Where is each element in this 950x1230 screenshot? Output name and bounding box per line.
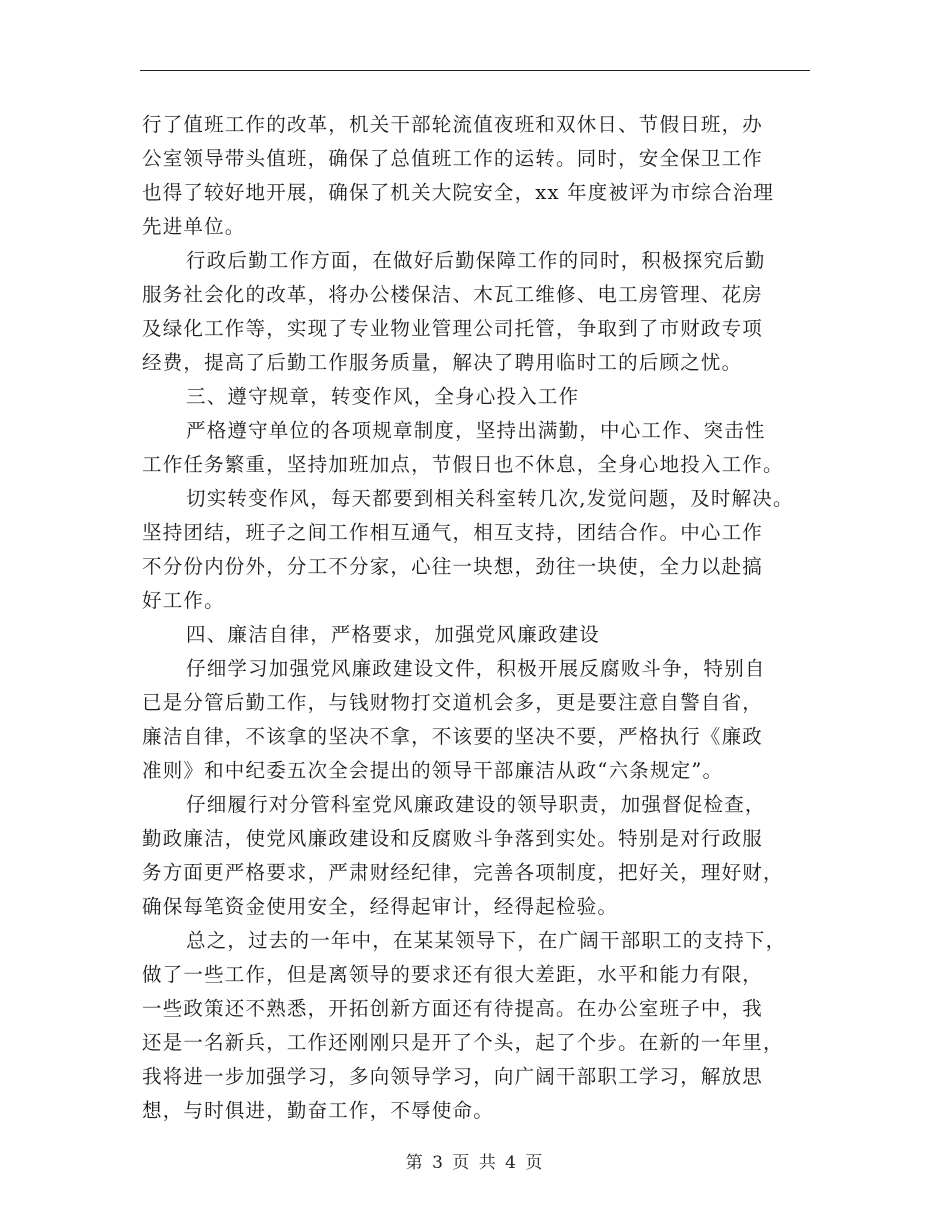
text-line: 及绿化工作等，实现了专业物业管理公司托管，争取到了市财政专项 [142, 317, 764, 340]
header-rule [140, 70, 810, 71]
text-line: 想，与时俱进，勤奋工作，不辱使命。 [142, 1099, 494, 1122]
footer-suffix: 页 [525, 1153, 545, 1173]
footer-middle: 页 共 [452, 1153, 498, 1173]
text-line: 仔细履行对分管科室党风廉政建设的领导职责，加强督促检查， [186, 793, 766, 816]
text-line: 行了值班工作的改革，机关干部轮流值夜班和双休日、节假日班，办 [142, 113, 764, 136]
text-line: 我将进一步加强学习，多向领导学习，向广阔干部职工学习，解放思 [142, 1065, 764, 1088]
text-line: 做了一些工作，但是离领导的要求还有很大差距，水平和能力有限， [142, 963, 764, 986]
text-line: 廉洁自律，不该拿的坚决不拿，不该要的坚决不要，严格执行《廉政 [142, 725, 764, 748]
text-line: 总之，过去的一年中，在某某领导下，在广阔干部职工的支持下， [186, 929, 787, 952]
text-line: 行政后勤工作方面，在做好后勤保障工作的同时，积极探究后勤 [186, 249, 766, 272]
text-line: 准则》和中纪委五次全会提出的领导干部廉洁从政“六条规定”。 [142, 759, 724, 782]
text-line: 四、廉洁自律，严格要求，加强党风廉政建设 [186, 623, 601, 646]
footer-total-pages: 4 [505, 1153, 518, 1173]
text-line: 仔细学习加强党风廉政建设文件，积极开展反腐败斗争，特别自 [186, 657, 766, 680]
text-line: 一些政策还不熟悉，开拓创新方面还有待提高。在办公室班子中，我 [142, 997, 764, 1020]
footer-current-page: 3 [432, 1153, 445, 1173]
text-line: 好工作。 [142, 589, 225, 612]
text-line: 不分份内份外，分工不分家，心往一块想，劲往一块使，全力以赴搞 [142, 555, 764, 578]
text-line: 还是一名新兵，工作还刚刚只是开了个头，起了个步。在新的一年里， [142, 1031, 784, 1054]
text-line: 确保每笔资金使用安全，经得起审计，经得起检验。 [142, 895, 619, 918]
text-line: 切实转变作风，每天都要到相关科室转几次,发觉问题，及时解决。 [186, 487, 794, 510]
text-line: 坚持团结，班子之间工作相互通气，相互支持，团结合作。中心工作 [142, 521, 764, 544]
text-line: 也得了较好地开展，确保了机关大院安全，xx 年度被评为市综合治理 [142, 181, 775, 204]
text-line: 服务社会化的改革，将办公楼保洁、木瓦工维修、电工房管理、花房 [142, 283, 764, 306]
text-line: 先进单位。 [142, 215, 246, 238]
text-line: 勤政廉洁，使党风廉政建设和反腐败斗争落到实处。特别是对行政服 [142, 827, 764, 850]
text-line: 公室领导带头值班，确保了总值班工作的运转。同时，安全保卫工作 [142, 147, 764, 170]
text-line: 已是分管后勤工作，与钱财物打交道机会多，更是要注意自警自省， [142, 691, 764, 714]
text-line: 经费，提高了后勤工作服务质量，解决了聘用临时工的后顾之忧。 [142, 351, 743, 374]
footer-prefix: 第 [405, 1153, 425, 1173]
document-body [142, 108, 832, 1128]
text-line: 务方面更严格要求，严肃财经纪律，完善各项制度，把好关，理好财， [142, 861, 784, 884]
page-footer [0, 1148, 950, 1173]
text-line: 严格遵守单位的各项规章制度，坚持出满勤，中心工作、突击性 [186, 419, 766, 442]
text-line: 工作任务繁重，坚持加班加点，节假日也不休息，全身心地投入工作。 [142, 453, 784, 476]
text-line: 三、遵守规章，转变作风，全身心投入工作 [186, 385, 580, 408]
